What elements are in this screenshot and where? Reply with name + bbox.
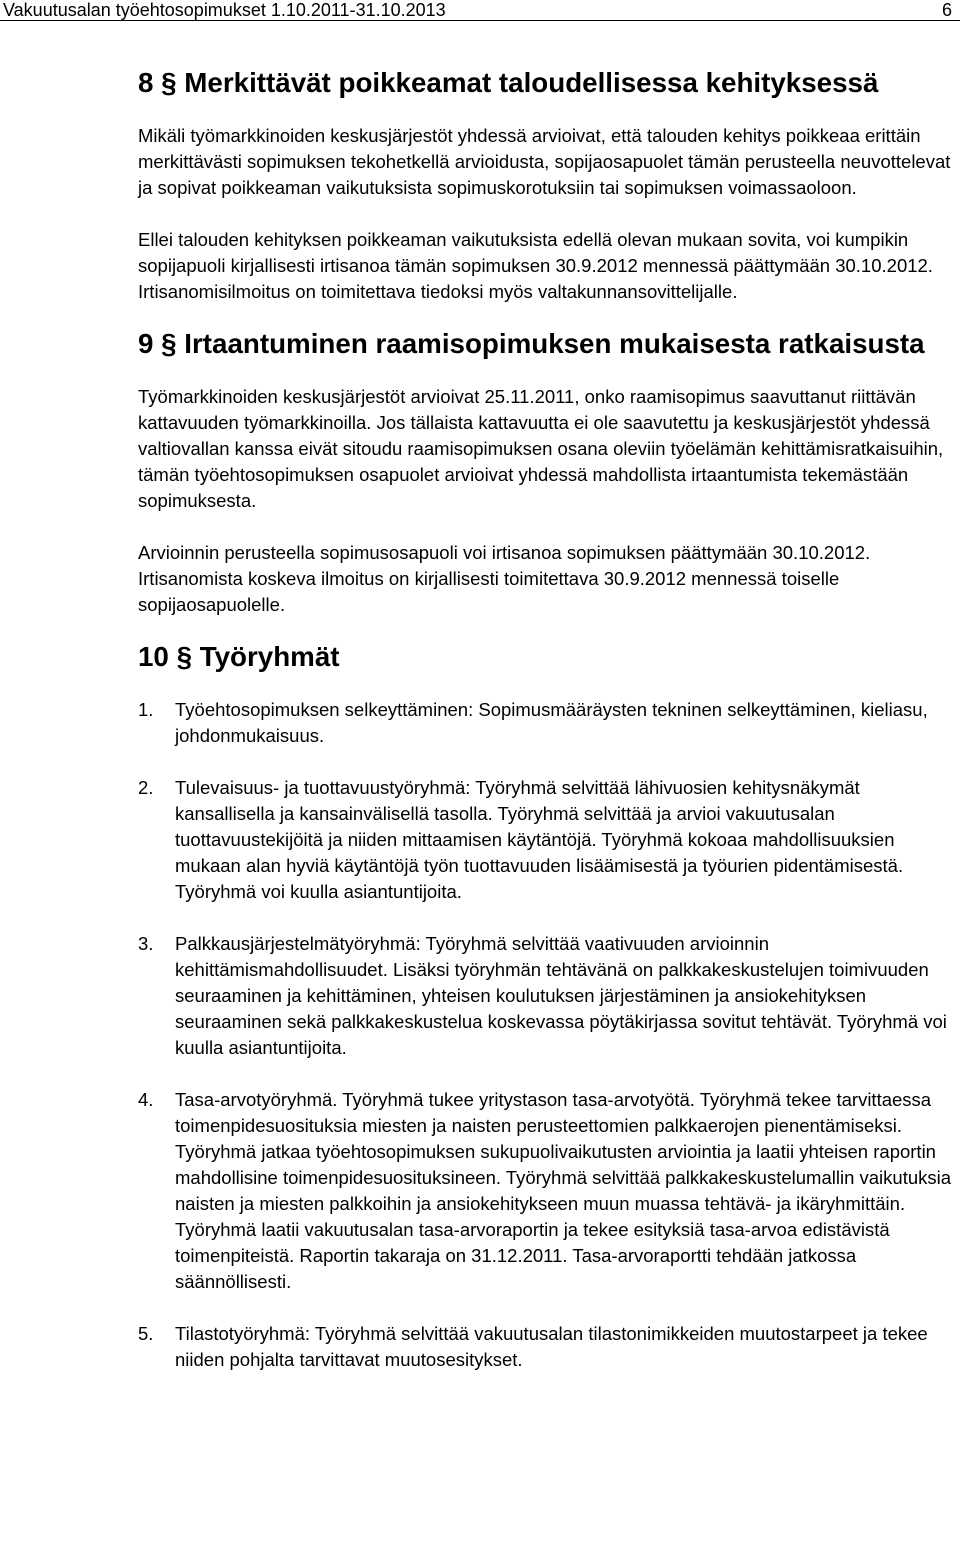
list-item <box>138 1321 958 1373</box>
list-item <box>138 931 958 1061</box>
list-item <box>138 697 958 749</box>
list-item-text: Työehtosopimuksen selkeyttäminen: Sopimusmääräysten tekninen selkeyttäminen, kieliasu, johdonmukaisuus. <box>175 699 928 746</box>
page-number: 6 <box>941 0 952 20</box>
section-8-heading: 8 § Merkittävät poikkeamat taloudellisessa kehityksessä <box>138 67 879 98</box>
document-body <box>138 67 958 1399</box>
list-item-number: 2. <box>138 777 154 798</box>
section-9-paragraph-1: Työmarkkinoiden keskusjärjestöt arvioivat 25.11.2011, onko raamisopimus saavuttanut riittävän kattavuuden työmarkkinoilla. Jos tällaista kattavuutta ei ole saavutettu ja keskusjärjestöt yhdessä valtiovallan kanssa eivät sitoudu raamisopimuksen osana oleviin työelämän kehittämisratkaisuihin, tämän työehtosopimuksen osapuolet arvioivat yhdessä mahdollista irtaantumista tekemästään sopimuksesta. <box>138 386 944 511</box>
working-groups-list <box>138 697 958 1373</box>
list-item-number: 1. <box>138 699 154 720</box>
section-9-paragraph-2: Arvioinnin perusteella sopimusosapuoli voi irtisanoa sopimuksen päättymään 30.10.2012. Irtisanomista koskeva ilmoitus on kirjallisesti toimitettava 30.9.2012 mennessä toiselle sopijaosapuolelle. <box>138 542 871 615</box>
list-item-text: Palkkausjärjestelmätyöryhmä: Työryhmä selvittää vaativuuden arvioinnin kehittämismahdollisuudet. Lisäksi työryhmän tehtävänä on palkkakeskustelujen toimivuuden seuraaminen ja kehittäminen, yhteisen koulutuksen järjestäminen ja ansiokehityksen seuraaminen sekä palkkakeskustelua koskevassa pöytäkirjassa sovitut tehtävät. Työryhmä voi kuulla asiantuntijoita. <box>175 933 947 1058</box>
list-item-number: 4. <box>138 1089 154 1110</box>
list-item-number: 5. <box>138 1323 154 1344</box>
list-item <box>138 1087 958 1295</box>
list-item-text: Tulevaisuus- ja tuottavuustyöryhmä: Työryhmä selvittää lähivuosien kehitysnäkymät kansallisella ja kansainvälisellä tasolla. Työryhmä selvittää ja arvioi vakuutusalan tuottavuustekijöitä ja niiden mittaamisen käytäntöjä. Työryhmä kokoaa mahdollisuuksien mukaan alan hyviä käytäntöjä työn tuottavuuden lisäämisestä ja työurien pidentämisestä. Työryhmä voi kuulla asiantuntijoita. <box>175 777 904 902</box>
list-item <box>138 775 958 905</box>
section-9-heading: 9 § Irtaantuminen raamisopimuksen mukaisesta ratkaisusta <box>138 328 925 359</box>
document-title: Vakuutusalan työehtosopimukset 1.10.2011-31.10.2013 <box>3 0 446 20</box>
header-divider <box>0 20 960 21</box>
section-8-paragraph-2: Ellei talouden kehityksen poikkeaman vaikutuksista edellä olevan mukaan sovita, voi kumpikin sopijapuoli kirjallisesti irtisanoa tämän sopimuksen 30.9.2012 mennessä päättymään 30.10.2012. Irtisanomisilmoitus on toimitettava tiedoksi myös valtakunnansovittelijalle. <box>138 229 933 302</box>
list-item-number: 3. <box>138 933 154 954</box>
running-header <box>0 0 960 20</box>
section-8-paragraph-1: Mikäli työmarkkinoiden keskusjärjestöt yhdessä arvioivat, että talouden kehitys poikkeaa erittäin merkittävästi sopimuksen tekohetkellä arvioidusta, sopijaosapuolet tämän perusteella neuvottelevat ja sopivat poikkeaman vaikutuksista sopimuskorotuksiin tai sopimuksen voimassaoloon. <box>138 125 951 198</box>
section-10-heading: 10 § Työryhmät <box>138 641 340 672</box>
list-item-text: Tasa-arvotyöryhmä. Työryhmä tukee yritystason tasa-arvotyötä. Työryhmä tekee tarvittaessa toimenpidesuosituksia miesten ja naisten perusteettomien palkkaerojen pienentämiseksi. Työryhmä jatkaa työehtosopimuksen sukupuolivaikutusten arviointia ja laatii yhteisen raportin mahdollisine toimenpidesuosituksineen. Työryhmä selvittää palkkakeskustelumallin vaikutuksia naisten ja miesten palkkoihin ja ansiokehitykseen muun muassa tehtävä- ja ikäryhmittäin. Työryhmä laatii vakuutusalan tasa-arvoraportin ja tekee esityksiä tasa-arvoa edistävistä toimenpiteistä. Raportin takaraja on 31.12.2011. Tasa-arvoraportti tehdään jatkossa säännöllisesti. <box>175 1089 952 1292</box>
list-item-text: Tilastotyöryhmä: Työryhmä selvittää vakuutusalan tilastonimikkeiden muutostarpeet ja tekee niiden pohjalta tarvittavat muutosesitykset. <box>175 1323 928 1370</box>
